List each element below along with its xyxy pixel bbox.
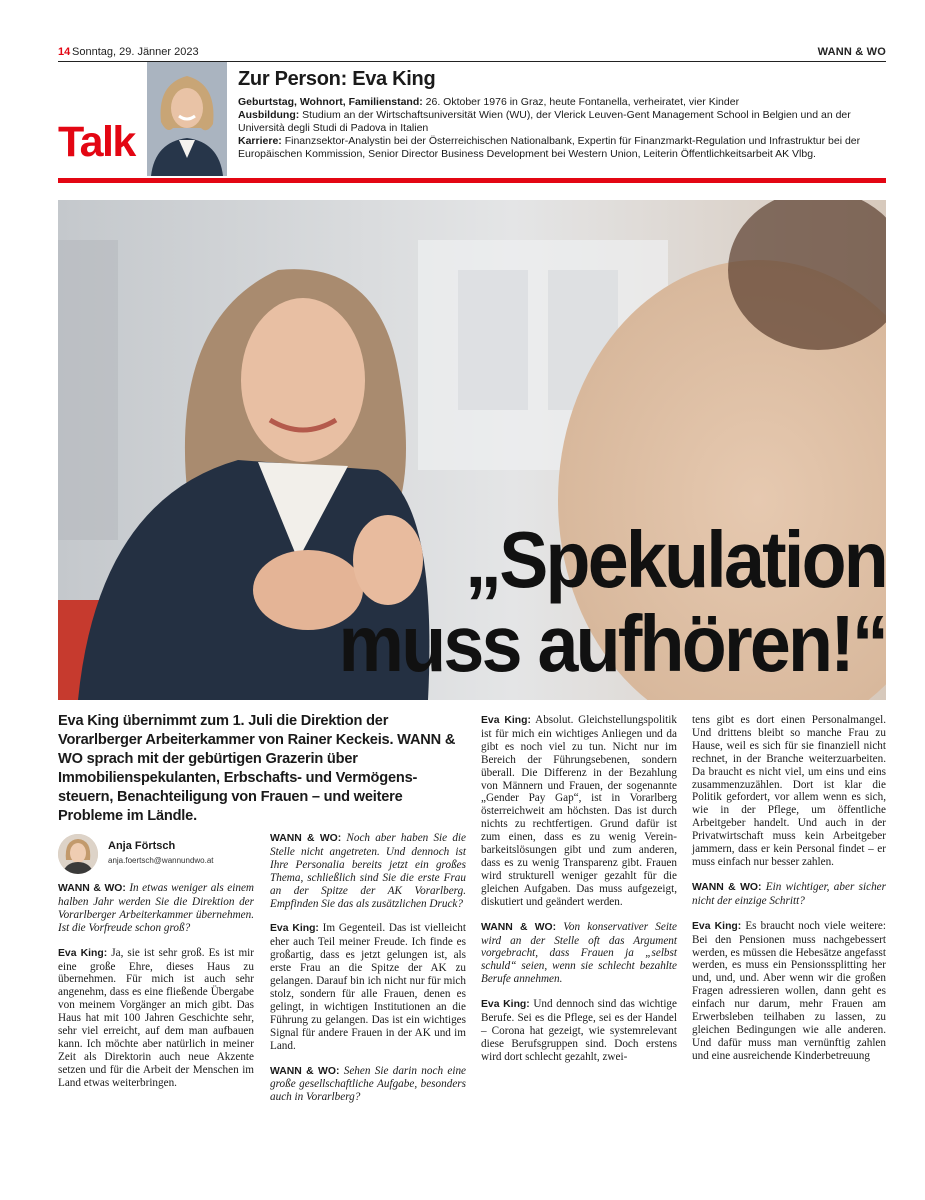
interview-paragraph bbox=[692, 714, 886, 869]
author-name: Anja Förtsch bbox=[108, 840, 176, 852]
interview-paragraph bbox=[270, 922, 466, 1052]
issue-date: Sonntag, 29. Jänner 2023 bbox=[72, 46, 199, 58]
speaker-label: Eva King: bbox=[58, 947, 108, 959]
speaker-label: WANN & WO: bbox=[481, 921, 557, 933]
profile-row-text: 26. Oktober 1976 in Graz, heute Fontanella, verheiratet, vier Kinder bbox=[422, 96, 740, 108]
profile-row bbox=[238, 135, 886, 161]
speaker-label: WANN & WO: bbox=[270, 1065, 340, 1077]
profile-box bbox=[238, 68, 886, 161]
article-column-4 bbox=[692, 714, 886, 1075]
interview-paragraph bbox=[692, 920, 886, 1063]
paragraph-text: Von konservativer Seite wird an der Stelle oft das Argument vorgebracht, dass Frauen ja „selbst schuld“ seien, wenn sie schlecht bezahlte Berufe annehmen. bbox=[481, 920, 677, 986]
divider bbox=[58, 178, 886, 183]
article-column-3 bbox=[481, 714, 677, 1076]
paragraph-text: Im Gegenteil. Das ist vielleicht eher auch Teil meiner Freude. Ich finde es großartig, dass es jetzt gelungen ist, als erste Frau an die Spitze der AK zu gelangen. Darauf bin ich nicht nur für mich stolz, sondern für alle Frauen, denen es gelingt, in wichtigen Institutionen an die Führung zu gelangen. Das ist ein wichtiges Signal für andere Frauen in der AK und im Land. bbox=[270, 922, 466, 1052]
headline-line: „Spekulation bbox=[465, 515, 886, 604]
interview-paragraph bbox=[692, 881, 886, 908]
paragraph-text: Sehen Sie darin noch eine große gesellschaftliche Aufgabe, besonders auch in Vorarlberg? bbox=[270, 1064, 466, 1104]
author-byline bbox=[58, 832, 258, 876]
profile-row bbox=[238, 109, 886, 135]
avatar bbox=[58, 834, 98, 874]
section-label: Talk bbox=[58, 118, 135, 166]
profile-row-text: Studium an der Wirtschaftsuniversität Wien (WU), der Vlerick Leuven-Gent Management School in Belgien und an der Università degli Studi di Padova in Italien bbox=[238, 109, 851, 134]
speaker-label: WANN & WO: bbox=[270, 833, 342, 844]
page-number: 14 bbox=[58, 46, 71, 58]
speaker-label: Eva King: bbox=[692, 920, 742, 932]
paragraph-text: Ein wichtiger, aber sicher nicht der einzige Schritt? bbox=[692, 880, 886, 907]
paragraph-text: Noch aber haben Sie die Stelle nicht angetreten. Und dennoch ist Ihre Personalia bereits jetzt ein großes Thema, schließlich sind Sie die erste Frau an der Spitze der AK Vorarlberg. Empfinden Sie das als zusätzlichen Druck? bbox=[270, 832, 466, 910]
interview-paragraph bbox=[481, 998, 677, 1064]
interview-paragraph bbox=[270, 832, 466, 910]
interview-paragraph bbox=[58, 882, 254, 935]
interview-paragraph bbox=[481, 921, 677, 987]
profile-title: Zur Person: Eva King bbox=[238, 68, 436, 90]
interview-paragraph bbox=[481, 714, 677, 909]
headline-line: muss aufhören!“ bbox=[338, 599, 886, 688]
page-header bbox=[58, 46, 886, 62]
paragraph-text: Ja, sie ist sehr groß. Es ist mir eine große Ehre, dieses Haus zu übernehmen. Für mich ist auch sehr angenehm, dass es eine fließende Übergabe von meinem Vorgänger an mich gibt. Das Haus hat mit 100 Jahren Geschichte sehr, sehr viel erreicht, auf dem man aufbauen kann. Ich möchte aber natürlich in meiner Zeit als Direktorin auch neue Akzente setzen und für die Arbeit der Menschen im Land etwas weiterbringen. bbox=[58, 946, 254, 1089]
speaker-label: WANN & WO: bbox=[58, 883, 126, 894]
headline bbox=[242, 515, 886, 688]
profile-row bbox=[238, 96, 886, 109]
speaker-label: Eva King: bbox=[270, 923, 319, 935]
publication-name: WANN & WO bbox=[817, 46, 886, 58]
paragraph-text: tens gibt es dort einen Personalmangel. Und drittens bleibt so manche Frau zu Hause, weil es sich für sie finanziell nicht rechnet, in der Branche weiterzuarbeiten. Da braucht es nicht viel, um eins und eins zusammenzuzählen. Dort ist klar die Politik gefordert, vor allem wenn es sich, wie in der Pflege, um öffentliche Arbeitgeber handelt. Und auch in der Privatwirtschaft muss kein Arbeitgeber jammern, dass er kein Personal findet – er muss einfach nur besser zahlen. bbox=[692, 714, 886, 868]
speaker-label: WANN & WO: bbox=[692, 881, 762, 893]
portrait-photo bbox=[147, 62, 227, 176]
article-column-1 bbox=[58, 882, 254, 1102]
profile-row-label: Karriere: bbox=[238, 135, 282, 147]
interview-paragraph bbox=[58, 947, 254, 1090]
article-column-2 bbox=[270, 832, 466, 1116]
profile-row-label: Ausbildung: bbox=[238, 109, 300, 121]
paragraph-text: Absolut. Gleichstellungspolitik ist für mich ein wichtiges Anliegen und da gibt es noch viel zu tun. Nicht nur im Bereich der Führungsebenen, sondern überall. Die Differenz in der Bezahlung von Männern und Frauen, der sogenannte „Gender Pay Gap“, ist in Vorarlberg österreichweit am höchsten. Das ist durch nichts zu rechtfertigen. Grund dafür ist zum einen, dass es zu wenig Vereinbarkeitslösungen gibt und zum anderen, dass es zu wenig Transparenz gibt. Frauen wird strukturell weniger gezahlt für die gleichen Aufgaben. Das muss aufgezeigt, diskutiert und geändert werden. bbox=[481, 714, 677, 908]
lead-paragraph: Eva King übernimmt zum 1. Juli die Direktion der Vorarlberger Arbeiterkammer von Rainer Keckeis. WANN & WO sprach mit der gebürtigen Grazerin über Immobilienspekulanten, Erbschafts- und Vermögenssteuern, Benachteiligung von Frauen – und weitere Probleme im Ländle. bbox=[58, 713, 456, 824]
profile-row-text: Finanzsektor-Analystin bei der Österreichischen Nationalbank, Expertin für Finanzmarkt-Regulation und Infrastruktur bei der Europäischen Kommission, Senior Director Business Development bei Western Union, Leiterin Öffentlichkeitsarbeit AK Vlbg. bbox=[238, 135, 861, 160]
interview-paragraph bbox=[270, 1065, 466, 1105]
paragraph-text: In etwas weniger als einem halben Jahr werden Sie die Direktion der Vorarlberger Arbeiterkammer übernehmen. Ist die Vorfreude schon groß? bbox=[58, 882, 254, 934]
speaker-label: Eva King: bbox=[481, 715, 531, 726]
profile-row-label: Geburtstag, Wohnort, Familienstand: bbox=[238, 96, 423, 108]
paragraph-text: Es braucht noch viele weitere: Bei den Pensionen muss nachgebessert werden, es müssen die Hebesätze angefasst werden, es muss ein Pensionssplitting her und, und, und. Aber wenn wir die großen Fragen adressieren wollen, dann geht es einfach nur darum, mehr Frauen am Erwerbsleben teilhaben zu lassen, zu gleichen Bedingungen wie alle anderen. Und dafür muss man vernünftig zahlen und eine ausreichende Kinderbetreuung bbox=[692, 919, 887, 1062]
speaker-label: Eva King: bbox=[481, 999, 530, 1011]
hero-photo bbox=[58, 200, 886, 700]
paragraph-text: Und dennoch sind das wichtige Berufe. Sei es die Pflege, sei es der Handel – Corona hat gezeigt, wie systemrelevant diese Berufsgruppen sind. Doch erstens wird dort schlecht gezahlt, zwei- bbox=[481, 998, 677, 1063]
author-email[interactable]: anja.foertsch@wannundwo.at bbox=[108, 856, 214, 865]
